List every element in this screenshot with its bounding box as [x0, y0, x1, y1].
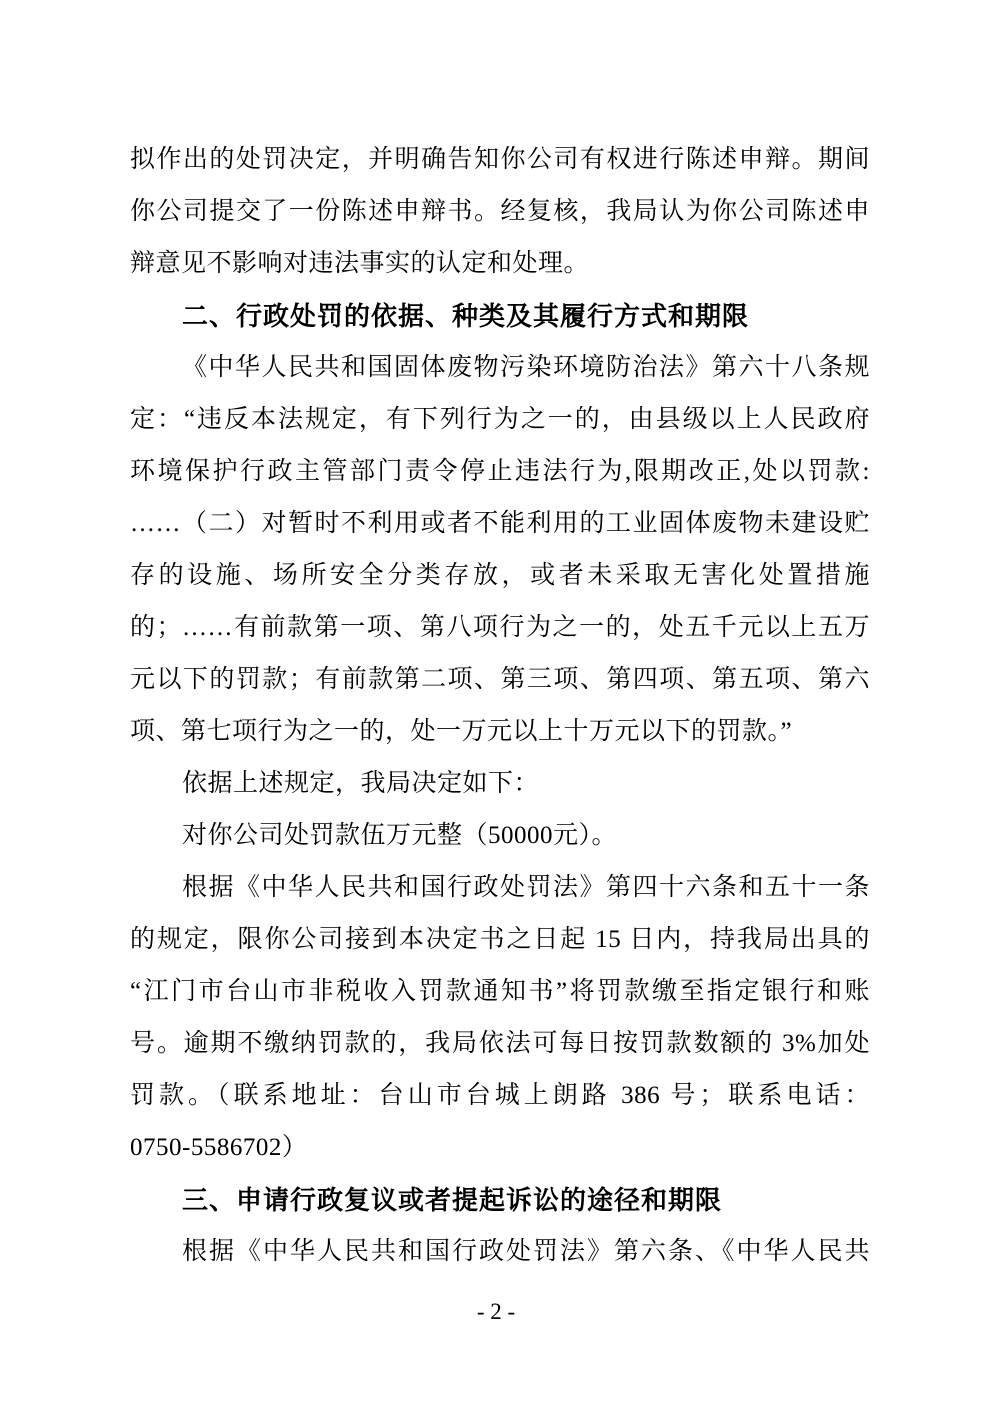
- text-line: ……（二）对暂时不利用或者不能利用的工业固体废物未建设贮: [130, 510, 870, 537]
- text-line: 拟作出的处罚决定，并明确告知你公司有权进行陈述申辩。期间: [130, 146, 870, 173]
- text-line: 0750-5586702）: [130, 1134, 308, 1161]
- heading-section-two: [130, 290, 870, 342]
- para-statement-defense-continuation: [130, 134, 870, 290]
- text-line: 存的设施、场所安全分类存放，或者未采取无害化处置措施: [130, 562, 870, 589]
- text-line: 辩意见不影响对违法事实的认定和处理。: [130, 250, 590, 277]
- text-line: 对你公司处罚款伍万元整（50000元）。: [182, 822, 618, 849]
- para-payment-terms: [130, 862, 870, 1174]
- text-line: “江门市台山市非税收入罚款通知书”将罚款缴至指定银行和账: [130, 978, 870, 1005]
- section-heading: 二、行政处罚的依据、种类及其履行方式和期限: [182, 301, 750, 331]
- para-fine-amount: [130, 810, 870, 862]
- document-body: [130, 134, 870, 1278]
- text-line: 项、第七项行为之一的，处一万元以上十万元以下的罚款。”: [130, 718, 793, 745]
- para-appeal-rights: [130, 1226, 870, 1278]
- text-line: 号。逾期不缴纳罚款的，我局依法可每日按罚款数额的 3%加处: [130, 1030, 870, 1057]
- text-line: 环境保护行政主管部门责令停止违法行为,限期改正,处以罚款:: [130, 458, 870, 485]
- text-line: 依据上述规定，我局决定如下：: [182, 770, 540, 797]
- para-legal-basis: [130, 342, 870, 758]
- text-line: 的；……有前款第一项、第八项行为之一的，处五千元以上五万: [130, 614, 870, 641]
- text-line: 的规定，限你公司接到本决定书之日起 15 日内，持我局出具的: [130, 926, 870, 953]
- text-line: 《中华人民共和国固体废物污染环境防治法》第六十八条规: [182, 354, 870, 381]
- text-line: 根据《中华人民共和国行政处罚法》第四十六条和五十一条: [182, 874, 870, 901]
- text-line: 元以下的罚款；有前款第二项、第三项、第四项、第五项、第六: [130, 666, 870, 693]
- para-decision-intro: [130, 758, 870, 810]
- section-heading: 三、申请行政复议或者提起诉讼的途径和期限: [182, 1185, 723, 1215]
- page-number: - 2 -: [476, 1299, 516, 1324]
- text-line: 定：“违反本法规定，有下列行为之一的，由县级以上人民政府: [130, 406, 870, 433]
- heading-section-three: [130, 1174, 870, 1226]
- text-line: 你公司提交了一份陈述申辩书。经复核，我局认为你公司陈述申: [130, 198, 870, 225]
- text-line: 罚款。（联系地址：台山市台城上朗路 386 号；联系电话：: [130, 1082, 870, 1109]
- text-line: 根据《中华人民共和国行政处罚法》第六条、《中华人民共: [182, 1238, 870, 1265]
